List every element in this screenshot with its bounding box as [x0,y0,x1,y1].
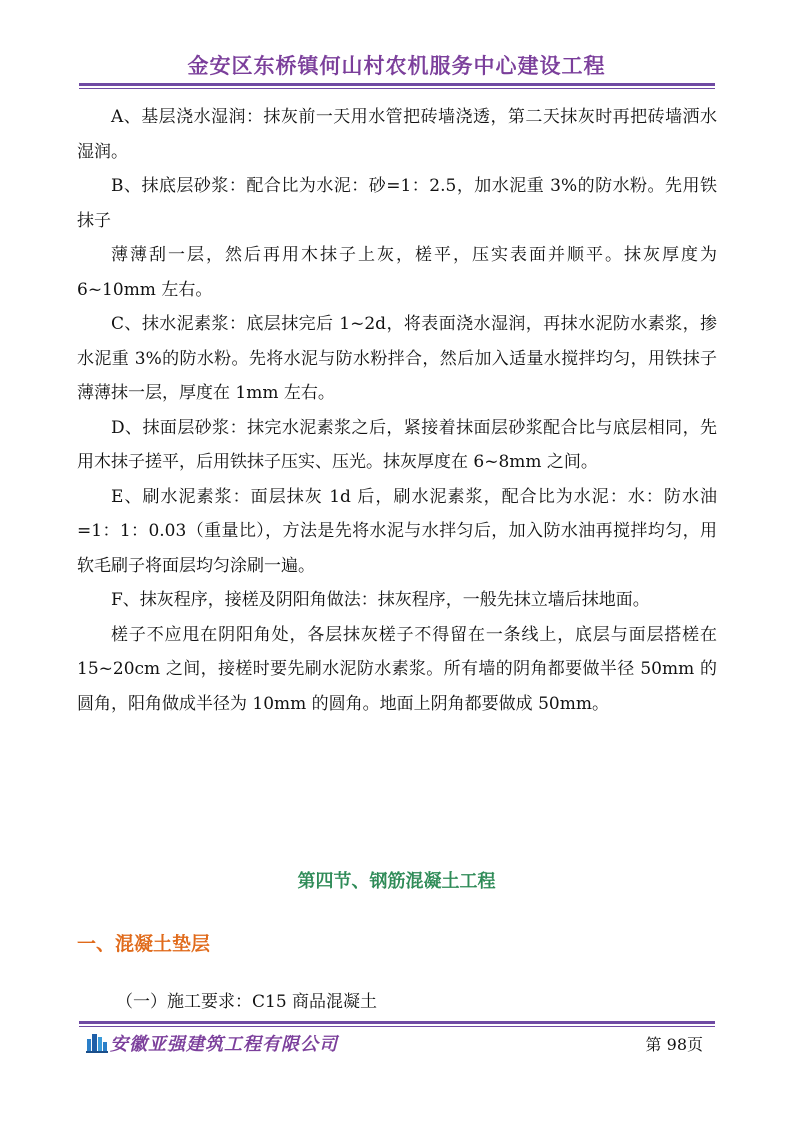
header-rule-thick [79,83,715,86]
paragraph-e: E、刷水泥素浆：面层抹灰 1d 后，刷水泥素浆，配合比为水泥：水：防水油=1：1：0.03（重量比），方法是先将水泥与水拌匀后，加入防水油再搅拌均匀，用软毛刷子将面层均匀涂刷一遍。 [77,486,717,576]
paragraph-c: C、抹水泥素浆：底层抹完后 1~2d，将表面浇水湿润，再抹水泥防水素浆，掺水泥重 3%的防水粉。先将水泥与防水粉拌合，然后加入适量水搅拌均匀，用铁抹子薄薄抹一层，厚度在 1mm 左右。 [77,314,717,403]
section-title: 第四节、钢筋混凝土工程 [297,871,496,892]
paragraph-a: A、基层浇水湿润：抹灰前一天用水管把砖墙浇透，第二天抹灰时再把砖墙洒水湿润。 [77,107,717,162]
footer-company-name: 安徽亚强建筑工程有限公司 [110,1034,338,1055]
subsection-title: 一、混凝土垫层 [77,933,211,955]
page-number: 第 98页 [645,1035,703,1054]
paragraph-b-continued: 薄薄刮一层，然后再用木抹子上灰，槎平，压实表面并顺平。抹灰厚度为6~10mm 左右。 [77,245,717,300]
header-rule-thin [79,88,715,89]
paragraph-f-details: 槎子不应甩在阴阳角处，各层抹灰槎子不得留在一条线上，底层与面层搭槎在 15~20cm 之间，接槎时要先刷水泥防水素浆。所有墙的阴角都要做半径 50mm 的圆角，阳角做成半径为 10mm 的圆角。地面上阴角都要做成 50mm。 [77,624,717,714]
paragraph-f: F、抹灰程序，接槎及阴阳角做法：抹灰程序，一般先抹立墙后抹地面。 [111,590,650,610]
footer-rule-thick [79,1021,715,1024]
paragraph-d: D、抹面层砂浆：抹完水泥素浆之后，紧接着抹面层砂浆配合比与底层相同，先用木抹子搓平，后用铁抹子压实、压光。抹灰厚度在 6~8mm 之间。 [77,417,717,472]
paragraph-b: B、抹底层砂浆：配合比为水泥：砂=1：2.5，加水泥重 3%的防水粉。先用铁抹子 [77,176,717,231]
construction-requirement: （一）施工要求：C15 商品混凝土 [116,992,378,1012]
building-logo-icon [86,1031,108,1053]
document-header-title: 金安区东桥镇何山村农机服务中心建设工程 [187,54,606,78]
body-text [77,100,717,721]
footer-rule-thin [79,1026,715,1027]
